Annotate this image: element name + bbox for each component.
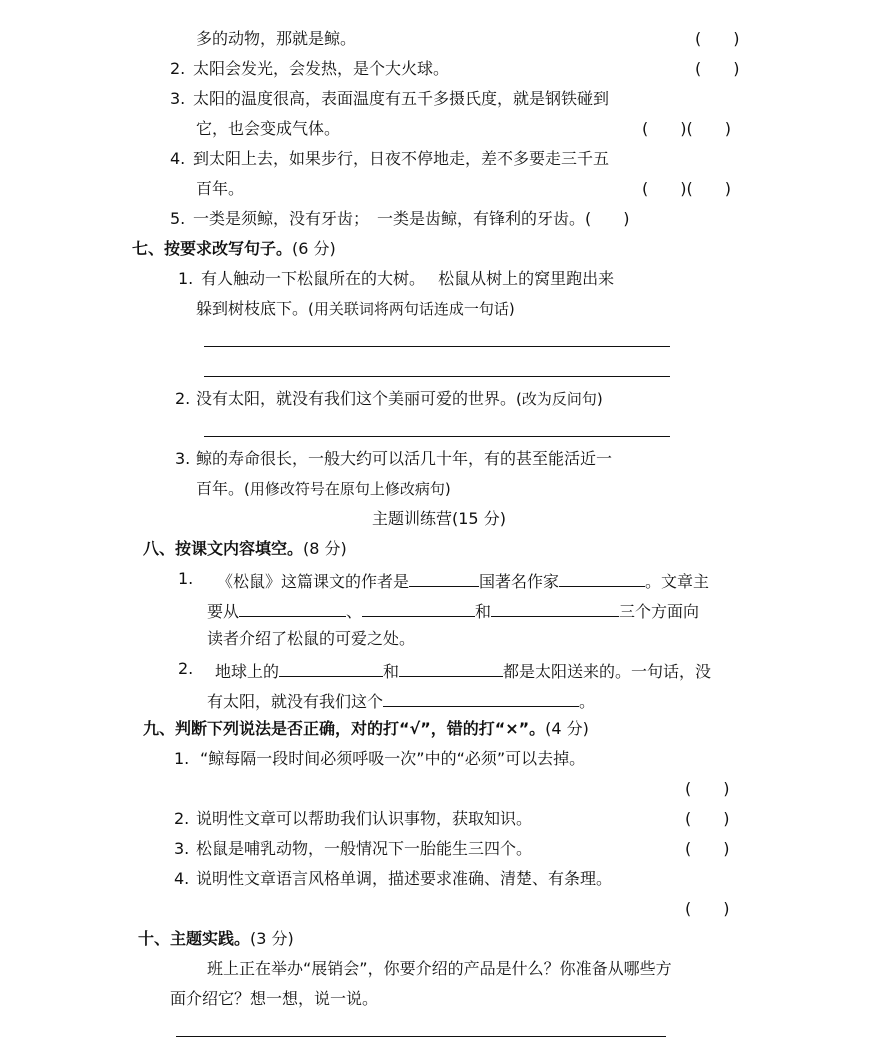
s6-item4-number: 4. — [170, 149, 186, 168]
s8-item1-text-c: 。文章主 — [645, 572, 710, 591]
s7-item2-instruction: (改为反问句) — [516, 390, 603, 408]
s6-item4-line1: 到太阳上去，如果步行，日夜不停地走，差不多要走三千五 — [193, 149, 610, 168]
s6-item5-text: 一类是须鲸，没有牙齿； 一类是齿鲸，有锋利的牙齿。( ) — [193, 209, 630, 228]
s8-item2-line1 — [215, 659, 711, 682]
s9-title: 九、判断下列说法是否正确，对的打“√”，错的打“×”。 — [143, 719, 546, 738]
s8-item1-text-b: 国著名作家 — [479, 572, 560, 591]
s9-item1-number: 1. — [174, 749, 190, 768]
s6-item1-answer[interactable]: ( ) — [695, 29, 740, 48]
s8-item2-number: 2. — [178, 659, 194, 678]
s6-item4-answer[interactable]: ( )( ) — [642, 179, 731, 198]
s10-heading — [138, 929, 294, 949]
s8-score: (8 分) — [303, 539, 347, 558]
s7-item2-text: 没有太阳，就没有我们这个美丽可爱的世界。 — [196, 389, 517, 408]
s7-item1-line2 — [196, 299, 515, 319]
s8-blank-author[interactable] — [559, 569, 645, 587]
s8-item1-number: 1. — [178, 569, 194, 588]
s9-item4-text: 说明性文章语言风格单调，描述要求准确、清楚、有条理。 — [196, 869, 613, 888]
s10-score: (3 分) — [250, 929, 294, 948]
s7-item2-line — [196, 389, 603, 409]
s6-item5-number: 5. — [170, 209, 186, 228]
s10-line1: 班上正在举办“展销会”，你要介绍的产品是什么？你准备从哪些方 — [207, 959, 672, 978]
s8-heading — [143, 539, 347, 559]
s8-item1-text-g: 三个方面向 — [619, 602, 700, 621]
s7-item1-text: 躲到树枝底下。 — [196, 299, 309, 318]
s8-item2-text-a: 地球上的 — [215, 662, 280, 681]
s6-item3-line1: 太阳的温度很高，表面温度有五千多摄氏度，就是钢铁碰到 — [193, 89, 610, 108]
s9-item3-text: 松鼠是哺乳动物，一般情况下一胎能生三四个。 — [196, 839, 533, 858]
s8-item1-line2 — [207, 599, 699, 622]
s9-item1-answer[interactable]: ( ) — [685, 779, 730, 798]
s7-item2-answer-line[interactable] — [204, 436, 670, 437]
s7-heading — [132, 239, 336, 259]
s9-item1-text: “鲸每隔一段时间必须呼吸一次”中的“必须”可以去掉。 — [200, 749, 586, 768]
s6-item3-number: 3. — [170, 89, 186, 108]
s8-item2-text-e: 。 — [579, 692, 596, 711]
s8-blank-aspect-1[interactable] — [239, 599, 346, 617]
s10-line2: 面介绍它？想一想，说一说。 — [170, 989, 379, 1008]
s8-item2-line2 — [207, 689, 595, 712]
s7-score: (6 分) — [292, 239, 336, 258]
s7-item1-line1: 有人触动一下松鼠所在的大树。 松鼠从树上的窝里跑出来 — [201, 269, 615, 288]
s9-item2-answer[interactable]: ( ) — [685, 809, 730, 828]
s8-blank-sun-gift-1[interactable] — [279, 659, 383, 677]
s8-item1-text-a: 《松鼠》这篇课文的作者是 — [217, 572, 410, 591]
s7-item1-number: 1. — [178, 269, 194, 288]
s8-item1-line3: 读者介绍了松鼠的可爱之处。 — [207, 629, 416, 648]
s9-item3-answer[interactable]: ( ) — [685, 839, 730, 858]
s10-answer-line[interactable] — [176, 1036, 666, 1037]
s9-item2-number: 2. — [174, 809, 190, 828]
s7-item3-instruction: (用修改符号在原句上修改病句) — [244, 480, 451, 498]
s6-item2-answer[interactable]: ( ) — [695, 59, 740, 78]
s7-item2-number: 2. — [175, 389, 191, 408]
s7-item3-number: 3. — [175, 449, 191, 468]
s10-title: 十、主题实践。 — [138, 929, 251, 948]
s8-blank-world[interactable] — [383, 689, 579, 707]
s8-item1-line1 — [217, 569, 709, 592]
s9-item4-number: 4. — [174, 869, 190, 888]
s8-item1-text-f: 和 — [475, 602, 492, 621]
s8-item1-text-e: 、 — [346, 602, 363, 621]
s9-item2-text: 说明性文章可以帮助我们认识事物，获取知识。 — [196, 809, 533, 828]
s8-item1-text-d: 要从 — [207, 602, 240, 621]
s7-item1-answer-line-1[interactable] — [204, 346, 670, 347]
s7-title: 七、按要求改写句子。 — [132, 239, 293, 258]
s6-item3-line2: 它，也会变成气体。 — [196, 119, 341, 138]
s8-item2-text-d: 有太阳，就没有我们这个 — [207, 692, 384, 711]
s8-item2-text-b: 和 — [383, 662, 400, 681]
s6-item4-line2: 百年。 — [196, 179, 245, 198]
s9-heading — [143, 719, 589, 739]
s8-blank-aspect-3[interactable] — [491, 599, 619, 617]
s7-item1-answer-line-2[interactable] — [204, 376, 670, 377]
s6-item3-answer[interactable]: ( )( ) — [642, 119, 731, 138]
s6-item2-number: 2. — [170, 59, 186, 78]
s8-blank-sun-gift-2[interactable] — [399, 659, 503, 677]
s8-item2-text-c: 都是太阳送来的。一句话，没 — [503, 662, 712, 681]
s7-item3-line1: 鲸的寿命很长，一般大约可以活几十年，有的甚至能活近一 — [196, 449, 613, 468]
theme-camp-subtitle: 主题训练营(15 分) — [372, 509, 506, 528]
s9-item4-answer[interactable]: ( ) — [685, 899, 730, 918]
s8-blank-aspect-2[interactable] — [362, 599, 475, 617]
s8-blank-country[interactable] — [409, 569, 479, 587]
s7-item1-instruction: (用关联词将两句话连成一句话) — [308, 300, 515, 318]
s6-item2-text: 太阳会发光，会发热，是个大火球。 — [193, 59, 450, 78]
s8-title: 八、按课文内容填空。 — [143, 539, 304, 558]
s7-item3-line2 — [196, 479, 451, 499]
s9-item3-number: 3. — [174, 839, 190, 858]
s7-item3-text: 百年。 — [196, 479, 245, 498]
s6-item1-line2: 多的动物，那就是鲸。 — [196, 29, 357, 48]
s9-score: (4 分) — [545, 719, 589, 738]
